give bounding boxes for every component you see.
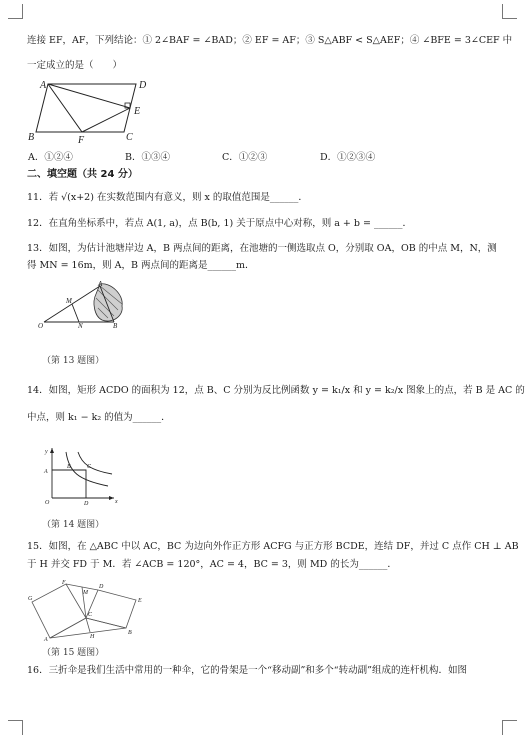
question-13-text-line1: 13．如图，为估计池塘岸边 A，B 两点间的距离，在池塘的一侧选取点 O，分别取 OA，OB 的中点 M，N，测: [27, 243, 497, 254]
figure-14-caption: （第 14 题图）: [42, 520, 105, 530]
label-x: x: [115, 499, 118, 505]
figure-15: [28, 580, 148, 646]
label-m: M: [66, 297, 72, 305]
question-10-text: 连接 EF，AF，下列结论：① 2∠BAF = ∠BAD；② EF = AF；③ S△ABF < S△AEF；④ ∠BFE = 3∠CEF 中: [27, 35, 513, 46]
question-12-text: 12．在直角坐标系中，若点 A(1, a)，点 B(b, 1) 关于原点中心对称，则 a + b = ______．: [27, 218, 412, 229]
question-11-text: 11．若 √(x+2) 在实数范围内有意义，则 x 的取值范围是______．: [27, 192, 308, 203]
label-c: C: [87, 464, 92, 470]
label-e: E: [138, 598, 142, 604]
label-d: D: [139, 80, 147, 91]
label-n: N: [78, 322, 83, 330]
corner-mark-top-right: [502, 4, 517, 19]
question-13-text-line2: 得 MN = 16m，则 A，B 两点间的距离是______m．: [27, 260, 255, 271]
question-15-text-line1: 15．如图，在 △ABC 中以 AC，BC 为边向外作正方形 ACFG 与正方形 BCDE，连结 DF，并过 C 点作 CH ⊥ AB: [27, 541, 519, 552]
label-f: F: [62, 580, 66, 586]
label-a: A: [44, 637, 48, 642]
label-m: M: [83, 590, 88, 596]
question-14-text-line1: 14．如图，矩形 ACDO 的面积为 12，点 B、C 分别为反比例函数 y = k₁/x 和 y = k₂/x 图象上的点，若 B 是 AC 的: [27, 385, 525, 396]
section-heading: 二、填空题（共 24 分）: [27, 169, 138, 180]
label-b: B: [28, 132, 35, 143]
option-d[interactable]: D．①②③④: [320, 152, 376, 163]
label-f: F: [78, 135, 85, 144]
label-h: H: [90, 634, 95, 640]
label-a: A: [98, 280, 103, 288]
label-b: B: [113, 322, 118, 330]
figure-parallelogram: [28, 78, 158, 148]
label-y: y: [45, 449, 48, 455]
option-b[interactable]: B．①③④: [125, 152, 170, 163]
label-g: G: [28, 596, 33, 602]
corner-mark-bottom-left: [8, 720, 23, 735]
label-c: C: [88, 612, 93, 618]
label-b: B: [67, 464, 71, 470]
label-o: O: [38, 322, 44, 330]
label-a: A: [44, 469, 48, 475]
label-d: D: [99, 584, 104, 590]
label-e: E: [134, 106, 141, 117]
question-14-text-line2: 中点，则 k₁ − k₂ 的值为______．: [27, 412, 171, 423]
question-15-text-line2: 于 H 并交 FD 于 M．若 ∠ACB = 120°，AC = 4，BC = 3，则 MD 的长为______．: [27, 559, 397, 570]
question-10-prompt: 一定成立的是（ ）: [27, 60, 123, 71]
corner-mark-bottom-right: [502, 720, 517, 735]
figure-15-caption: （第 15 题图）: [42, 648, 105, 658]
label-a: A: [40, 80, 47, 91]
label-b: B: [128, 630, 132, 636]
option-a[interactable]: A．①②④: [28, 152, 73, 163]
figure-13-caption: （第 13 题图）: [42, 356, 105, 366]
label-d: D: [84, 501, 89, 506]
label-c: C: [126, 132, 133, 143]
figure-14: [42, 444, 122, 510]
corner-mark-top-left: [8, 4, 23, 19]
label-o: O: [45, 500, 50, 506]
figure-13: [38, 280, 138, 334]
option-c[interactable]: C．①②③: [222, 152, 268, 163]
question-16-text: 16．三折伞是我们生活中常用的一种伞，它的骨架是一个“移动副”和多个“转动副”组成的连杆机构．如图: [27, 665, 468, 676]
